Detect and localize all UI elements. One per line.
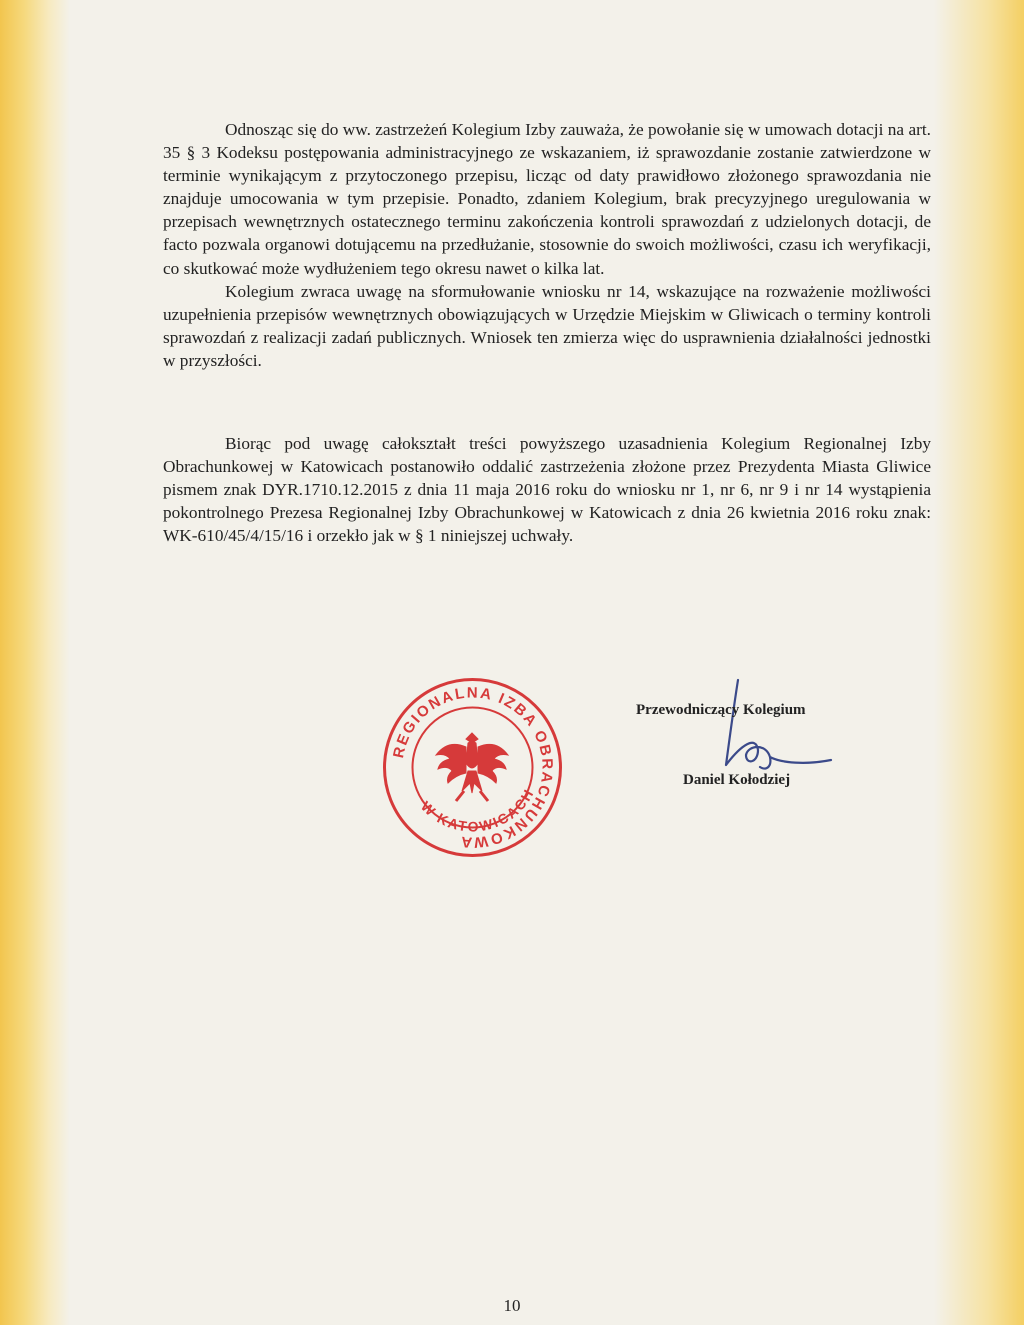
paragraph-objections: Odnosząc się do ww. zastrzeżeń Kolegium Izby zauważa, że powołanie się w umowach dotacji na art. 35 § 3 Kodeksu postępowania administracyjnego ze wskazaniem, iż sprawozdanie zostanie zatwierdzone w terminie wynikającym z przytoczonego przepisu, licząc od daty prawidłowo złożonego sprawozdania nie znajduje umocowania w tym przepisie. Ponadto, zdaniem Kolegium, brak precyzyjnego uregulowania w przepisach wewnętrznych ostatecznego terminu zakończenia kontroli sprawozdań z udzielonych dotacji, de facto pozwala organowi dotującemu na przedłużanie, stosownie do swoich możliwości, czasu ich weryfikacji, co skutkować może wydłużeniem tego okresu nawet o kilka lat. xyxy=(163,120,931,278)
scan-edge-left xyxy=(0,0,70,1325)
paragraph-decision: Biorąc pod uwagę całokształt treści powyższego uzasadnienia Kolegium Regionalnej Izby Obrachunkowej w Katowicach postanowiło oddalić zastrzeżenia złożone przez Prezydenta Miasta Gliwice pismem znak DYR.1710.12.2015 z dnia 11 maja 2016 roku do wniosku nr 1, nr 6, nr 9 i nr 14 wystąpienia pokontrolnego Prezesa Regionalnej Izby Obrachunkowej w Katowicach z dnia 26 kwietnia 2016 roku znak: WK-610/45/4/15/16 i orzekło jak w § 1 niniejszej uchwały. xyxy=(163,434,931,546)
document-body xyxy=(163,118,931,548)
official-round-stamp xyxy=(380,675,565,860)
stamp-bottom-text: W KATOWICACH xyxy=(417,785,538,835)
signatory-title: Przewodniczący Kolegium xyxy=(636,702,806,718)
stamp-ring-text: REGIONALNA IZBA OBRACHUNKOWA xyxy=(390,684,556,851)
paragraph-gap xyxy=(163,372,931,432)
handwritten-signature-icon xyxy=(696,675,846,785)
signatory-name: Daniel Kołodziej xyxy=(683,772,791,788)
paragraph-proposal-14: Kolegium zwraca uwagę na sformułowanie wniosku nr 14, wskazujące na rozważenie możliwości uzupełnienia przepisów wewnętrznych obowiązujących w Urzędzie Miejskim w Gliwicach o terminy kontroli sprawozdań z realizacji zadań publicznych. Wniosek ten zmierza więc do usprawnienia działalności jednostki w przyszłości. xyxy=(163,281,931,370)
eagle-emblem-icon xyxy=(436,733,508,801)
signature-block xyxy=(636,700,886,800)
scan-edge-right xyxy=(934,0,1024,1325)
page-number: 10 xyxy=(503,1296,521,1315)
